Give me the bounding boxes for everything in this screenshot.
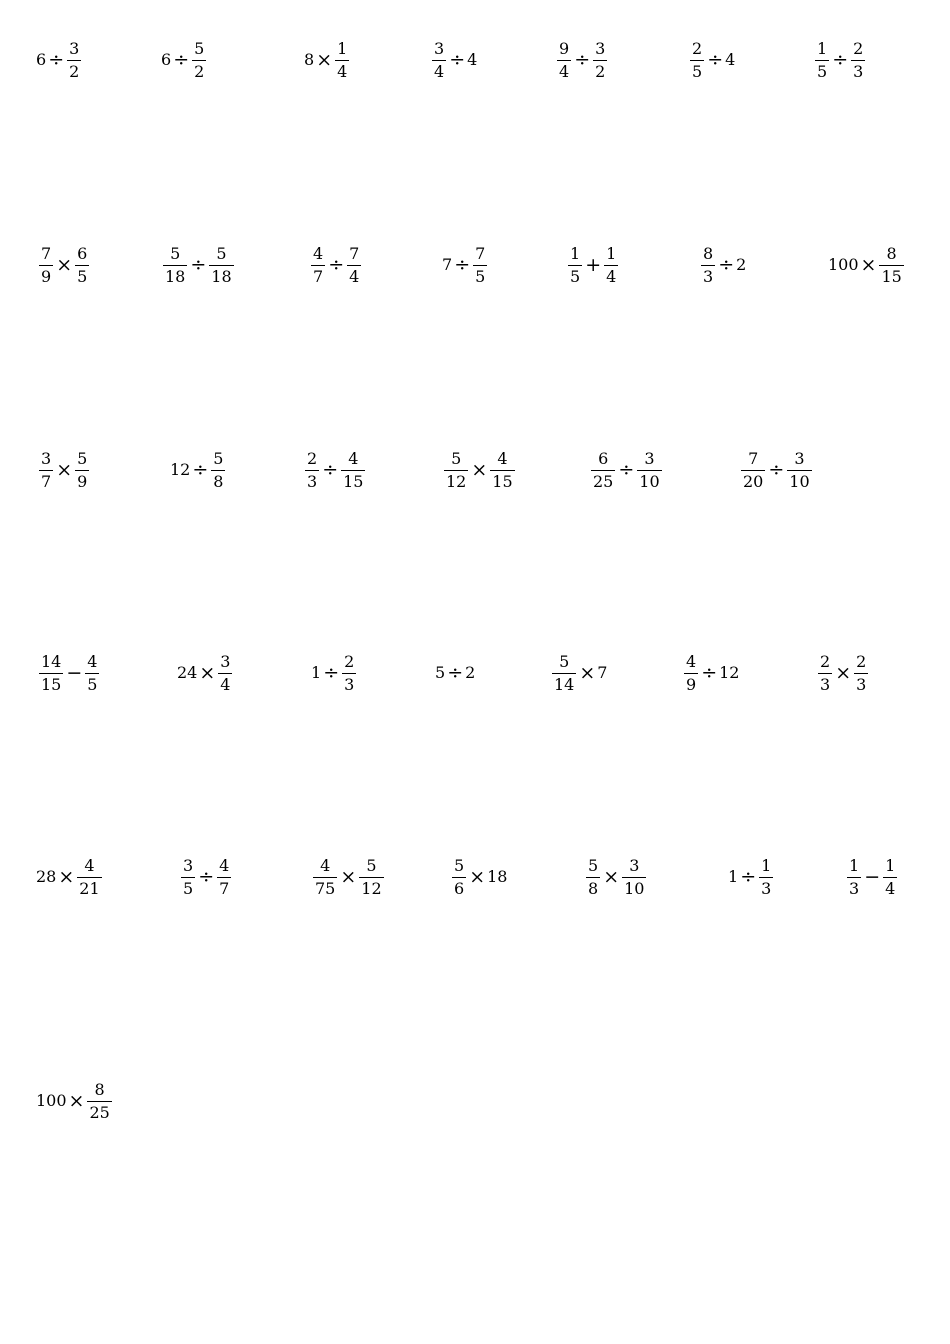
fraction-denominator: 25 <box>89 1102 110 1122</box>
fraction <box>311 243 325 286</box>
divide-sign: ÷ <box>718 253 735 276</box>
whole-number: 4 <box>725 50 736 69</box>
fraction-denominator: 12 <box>446 471 467 491</box>
fraction-denominator: 10 <box>624 878 645 898</box>
fraction-numerator: 4 <box>313 243 324 263</box>
fraction-numerator: 4 <box>87 651 98 671</box>
fraction <box>879 243 903 286</box>
fraction-denominator: 2 <box>595 61 606 81</box>
fraction-numerator: 8 <box>886 243 897 263</box>
fraction-denominator: 25 <box>593 471 614 491</box>
fraction <box>217 855 231 898</box>
fraction-numerator: 9 <box>559 38 570 58</box>
arithmetic-problem <box>590 442 663 498</box>
arithmetic-problem <box>38 645 100 701</box>
arithmetic-problem <box>689 32 735 88</box>
fraction-numerator: 7 <box>475 243 486 263</box>
fraction <box>586 855 600 898</box>
fraction-numerator: 2 <box>853 38 864 58</box>
whole-number: 6 <box>161 50 172 69</box>
fraction-numerator: 6 <box>598 448 609 468</box>
fraction-denominator: 3 <box>703 266 714 286</box>
fraction-numerator: 1 <box>570 243 581 263</box>
divide-sign: ÷ <box>322 458 339 481</box>
minus-sign: − <box>66 661 83 684</box>
arithmetic-problem <box>304 442 366 498</box>
times-sign: × <box>199 661 216 684</box>
fraction-denominator: 10 <box>789 471 810 491</box>
fraction <box>622 855 646 898</box>
fraction <box>342 651 356 694</box>
fraction-numerator: 3 <box>595 38 606 58</box>
fraction <box>218 651 232 694</box>
divide-sign: ÷ <box>740 865 757 888</box>
arithmetic-problem <box>451 849 507 905</box>
fraction-denominator: 5 <box>817 61 828 81</box>
arithmetic-problem <box>36 849 103 905</box>
arithmetic-problem <box>36 32 82 88</box>
fraction-denominator: 4 <box>349 266 360 286</box>
whole-number: 1 <box>728 867 739 886</box>
fraction <box>593 38 607 81</box>
fraction-denominator: 9 <box>41 266 52 286</box>
fraction-numerator: 4 <box>497 448 508 468</box>
fraction-numerator: 8 <box>94 1079 105 1099</box>
fraction-denominator: 3 <box>761 878 772 898</box>
fraction-numerator: 4 <box>84 855 95 875</box>
fraction-numerator: 3 <box>69 38 80 58</box>
arithmetic-problem <box>162 237 235 293</box>
fraction <box>359 855 383 898</box>
fraction-numerator: 1 <box>761 855 772 875</box>
arithmetic-problem <box>161 32 207 88</box>
fraction-numerator: 2 <box>820 651 831 671</box>
whole-number: 24 <box>177 663 198 682</box>
fraction-denominator: 9 <box>77 471 88 491</box>
fraction-numerator: 3 <box>644 448 655 468</box>
fraction-denominator: 4 <box>434 61 445 81</box>
fraction-numerator: 5 <box>170 243 181 263</box>
arithmetic-problem <box>38 442 90 498</box>
whole-number: 7 <box>597 663 608 682</box>
fraction-denominator: 5 <box>183 878 194 898</box>
fraction-numerator: 14 <box>41 651 62 671</box>
fraction-numerator: 3 <box>434 38 445 58</box>
fraction-numerator: 7 <box>349 243 360 263</box>
fraction-denominator: 8 <box>213 471 224 491</box>
fraction-denominator: 7 <box>41 471 52 491</box>
fraction <box>701 243 715 286</box>
fraction-denominator: 5 <box>570 266 581 286</box>
fraction <box>604 243 618 286</box>
fraction-numerator: 1 <box>885 855 896 875</box>
fraction-numerator: 1 <box>606 243 617 263</box>
fraction <box>557 38 571 81</box>
fraction-denominator: 7 <box>219 878 230 898</box>
arithmetic-problem <box>312 849 385 905</box>
fraction-numerator: 5 <box>588 855 599 875</box>
times-sign: × <box>835 661 852 684</box>
fraction-denominator: 18 <box>211 266 232 286</box>
divide-sign: ÷ <box>701 661 718 684</box>
divide-sign: ÷ <box>192 458 209 481</box>
arithmetic-problem <box>567 237 619 293</box>
fraction-numerator: 3 <box>794 448 805 468</box>
fraction-denominator: 18 <box>165 266 186 286</box>
whole-number: 8 <box>304 50 315 69</box>
fraction <box>181 855 195 898</box>
fraction-numerator: 2 <box>692 38 703 58</box>
fraction-denominator: 4 <box>220 674 231 694</box>
whole-number: 18 <box>487 867 508 886</box>
fraction <box>637 448 661 491</box>
fraction-numerator: 1 <box>849 855 860 875</box>
fraction-denominator: 5 <box>475 266 486 286</box>
fraction <box>39 651 63 694</box>
fraction-denominator: 3 <box>820 674 831 694</box>
arithmetic-problem <box>585 849 647 905</box>
arithmetic-problem <box>170 442 226 498</box>
fraction-numerator: 4 <box>686 651 697 671</box>
arithmetic-problem <box>38 237 90 293</box>
fraction-denominator: 21 <box>79 878 100 898</box>
divide-sign: ÷ <box>454 253 471 276</box>
fraction <box>75 448 89 491</box>
fraction <box>335 38 349 81</box>
fraction <box>818 651 832 694</box>
fraction-numerator: 8 <box>703 243 714 263</box>
fraction-denominator: 3 <box>344 674 355 694</box>
fraction-numerator: 2 <box>307 448 318 468</box>
fraction-numerator: 5 <box>194 38 205 58</box>
fraction <box>552 651 576 694</box>
fraction-denominator: 9 <box>686 674 697 694</box>
fraction <box>690 38 704 81</box>
minus-sign: − <box>864 865 881 888</box>
divide-sign: ÷ <box>447 661 464 684</box>
times-sign: × <box>603 865 620 888</box>
fraction <box>192 38 206 81</box>
arithmetic-problem <box>177 645 233 701</box>
times-sign: × <box>860 253 877 276</box>
fraction <box>473 243 487 286</box>
fraction <box>75 243 89 286</box>
fraction-numerator: 1 <box>337 38 348 58</box>
fraction <box>452 855 466 898</box>
fraction <box>77 855 101 898</box>
fraction-denominator: 3 <box>856 674 867 694</box>
divide-sign: ÷ <box>173 48 190 71</box>
arithmetic-problem <box>814 32 866 88</box>
fraction-denominator: 3 <box>853 61 864 81</box>
plus-sign: + <box>585 253 602 276</box>
times-sign: × <box>56 458 73 481</box>
fraction-numerator: 7 <box>41 243 52 263</box>
fraction-denominator: 5 <box>87 674 98 694</box>
fraction <box>39 243 53 286</box>
fraction-numerator: 4 <box>320 855 331 875</box>
arithmetic-problem <box>310 237 362 293</box>
whole-number: 6 <box>36 50 47 69</box>
fraction <box>444 448 468 491</box>
fraction <box>741 448 765 491</box>
divide-sign: ÷ <box>768 458 785 481</box>
fraction-denominator: 15 <box>492 471 513 491</box>
fraction-denominator: 6 <box>454 878 465 898</box>
arithmetic-problem <box>740 442 813 498</box>
fraction <box>432 38 446 81</box>
times-sign: × <box>469 865 486 888</box>
divide-sign: ÷ <box>832 48 849 71</box>
fraction-numerator: 7 <box>748 448 759 468</box>
arithmetic-problem <box>683 645 739 701</box>
fraction <box>85 651 99 694</box>
divide-sign: ÷ <box>574 48 591 71</box>
fraction-numerator: 3 <box>220 651 231 671</box>
fraction-denominator: 4 <box>885 878 896 898</box>
times-sign: × <box>56 253 73 276</box>
arithmetic-problem <box>180 849 232 905</box>
fraction <box>883 855 897 898</box>
fraction-denominator: 14 <box>554 674 575 694</box>
whole-number: 1 <box>311 663 322 682</box>
fraction-denominator: 2 <box>69 61 80 81</box>
divide-sign: ÷ <box>198 865 215 888</box>
times-sign: × <box>340 865 357 888</box>
arithmetic-problem <box>728 849 774 905</box>
fraction-numerator: 1 <box>817 38 828 58</box>
times-sign: × <box>579 661 596 684</box>
fraction <box>209 243 233 286</box>
fraction <box>591 448 615 491</box>
whole-number: 5 <box>435 663 446 682</box>
arithmetic-problem <box>304 32 350 88</box>
fraction-numerator: 3 <box>629 855 640 875</box>
fraction-denominator: 5 <box>77 266 88 286</box>
whole-number: 28 <box>36 867 57 886</box>
fraction <box>211 448 225 491</box>
fraction-numerator: 5 <box>559 651 570 671</box>
fraction-denominator: 2 <box>194 61 205 81</box>
fraction <box>67 38 81 81</box>
fraction <box>341 448 365 491</box>
fraction-numerator: 5 <box>454 855 465 875</box>
whole-number: 100 <box>828 255 859 274</box>
fraction-denominator: 12 <box>361 878 382 898</box>
fraction-denominator: 4 <box>337 61 348 81</box>
fraction-denominator: 15 <box>41 674 62 694</box>
arithmetic-problem <box>551 645 607 701</box>
divide-sign: ÷ <box>707 48 724 71</box>
divide-sign: ÷ <box>190 253 207 276</box>
whole-number: 12 <box>170 460 191 479</box>
arithmetic-problem <box>846 849 898 905</box>
fraction-denominator: 3 <box>307 471 318 491</box>
fraction-denominator: 4 <box>606 266 617 286</box>
whole-number: 2 <box>736 255 747 274</box>
fraction-numerator: 3 <box>183 855 194 875</box>
fraction <box>847 855 861 898</box>
fraction-denominator: 8 <box>588 878 599 898</box>
arithmetic-problem <box>556 32 608 88</box>
fraction-denominator: 10 <box>639 471 660 491</box>
whole-number: 2 <box>465 663 476 682</box>
fraction-numerator: 4 <box>348 448 359 468</box>
fraction-denominator: 4 <box>559 61 570 81</box>
arithmetic-problem <box>443 442 516 498</box>
divide-sign: ÷ <box>449 48 466 71</box>
fraction-numerator: 5 <box>216 243 227 263</box>
fraction-numerator: 5 <box>366 855 377 875</box>
fraction-numerator: 2 <box>856 651 867 671</box>
fraction-numerator: 3 <box>41 448 52 468</box>
fraction <box>347 243 361 286</box>
fraction-denominator: 7 <box>313 266 324 286</box>
fraction-denominator: 3 <box>849 878 860 898</box>
fraction-denominator: 20 <box>743 471 764 491</box>
fraction <box>163 243 187 286</box>
fraction-numerator: 6 <box>77 243 88 263</box>
divide-sign: ÷ <box>328 253 345 276</box>
fraction <box>39 448 53 491</box>
arithmetic-problem <box>828 237 905 293</box>
whole-number: 100 <box>36 1091 67 1110</box>
fraction-denominator: 75 <box>315 878 336 898</box>
arithmetic-problem <box>435 645 475 701</box>
divide-sign: ÷ <box>48 48 65 71</box>
fraction <box>851 38 865 81</box>
arithmetic-problem <box>431 32 477 88</box>
arithmetic-problem <box>442 237 488 293</box>
fraction <box>313 855 337 898</box>
arithmetic-problem <box>817 645 869 701</box>
fraction <box>787 448 811 491</box>
fraction-numerator: 5 <box>77 448 88 468</box>
divide-sign: ÷ <box>618 458 635 481</box>
whole-number: 4 <box>467 50 478 69</box>
arithmetic-problem <box>700 237 746 293</box>
arithmetic-problem <box>36 1073 113 1129</box>
fraction <box>854 651 868 694</box>
times-sign: × <box>58 865 75 888</box>
fraction-numerator: 5 <box>451 448 462 468</box>
whole-number: 7 <box>442 255 453 274</box>
fraction-denominator: 15 <box>881 266 902 286</box>
times-sign: × <box>471 458 488 481</box>
fraction <box>684 651 698 694</box>
fraction <box>759 855 773 898</box>
fraction <box>568 243 582 286</box>
fraction-numerator: 4 <box>219 855 230 875</box>
times-sign: × <box>68 1089 85 1112</box>
fraction <box>490 448 514 491</box>
arithmetic-problem <box>311 645 357 701</box>
whole-number: 12 <box>719 663 740 682</box>
fraction-denominator: 15 <box>343 471 364 491</box>
fraction-numerator: 5 <box>213 448 224 468</box>
fraction <box>815 38 829 81</box>
fraction-denominator: 5 <box>692 61 703 81</box>
fraction <box>305 448 319 491</box>
times-sign: × <box>316 48 333 71</box>
fraction-numerator: 2 <box>344 651 355 671</box>
fraction <box>87 1079 111 1122</box>
divide-sign: ÷ <box>323 661 340 684</box>
